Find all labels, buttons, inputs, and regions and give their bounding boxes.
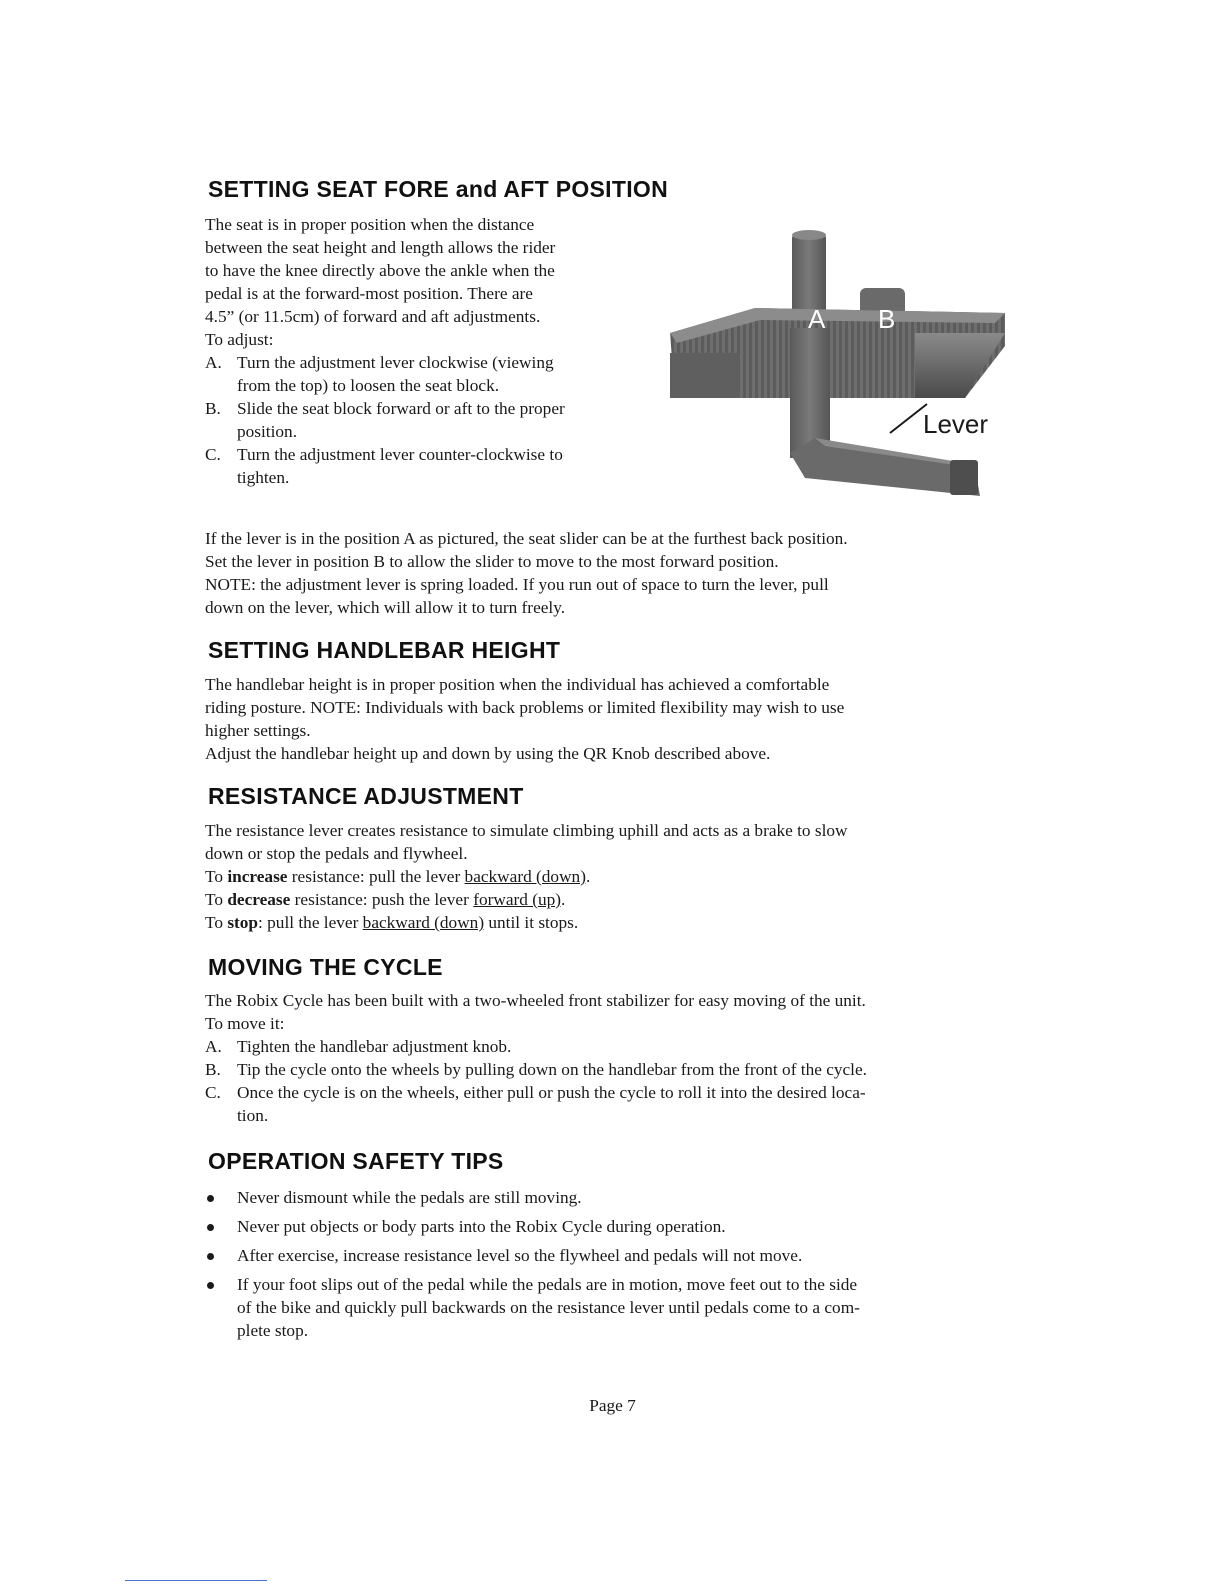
- step-line: Once the cycle is on the wheels, either pull or push the cycle to roll it into the desired loca-: [237, 1083, 866, 1102]
- stop-line: [205, 911, 848, 934]
- tip-line: of the bike and quickly pull backwards on the resistance lever until pedals come to a com-: [237, 1298, 860, 1317]
- increase-line: [205, 865, 848, 888]
- figure-label-a: A: [808, 304, 826, 334]
- seat-step-c: [205, 443, 565, 489]
- decrease-mid: resistance: push the lever: [290, 890, 474, 909]
- figure-label-lever: Lever: [923, 409, 989, 439]
- step-label: C.: [205, 445, 221, 464]
- step-line: from the top) to loosen the seat block.: [237, 376, 500, 395]
- bullet-icon: [207, 1282, 214, 1289]
- step-line: Turn the adjustment lever clockwise (viewing: [237, 353, 554, 372]
- stop-word: stop: [227, 913, 259, 932]
- seat-intro-line: To adjust:: [205, 330, 274, 349]
- moving-step-c: [205, 1081, 867, 1127]
- seat-intro-line: to have the knee directly above the ankle when the: [205, 261, 555, 280]
- step-label: A.: [205, 1037, 222, 1056]
- resistance-line: down or stop the pedals and flywheel.: [205, 844, 468, 863]
- bullet-icon: [207, 1253, 214, 1260]
- decrease-direction: forward (up): [473, 890, 561, 909]
- increase-mid: resistance: pull the lever: [287, 867, 465, 886]
- moving-line: The Robix Cycle has been built with a two-wheeled front stabilizer for easy moving of the unit.: [205, 991, 866, 1010]
- safety-tip: [205, 1244, 860, 1267]
- tip-line: Never put objects or body parts into the Robix Cycle during operation.: [237, 1217, 726, 1236]
- increase-direction: backward (down): [464, 867, 586, 886]
- stop-mid: : pull the lever: [258, 913, 363, 932]
- step-line: Turn the adjustment lever counter-clockwise to: [237, 445, 563, 464]
- handlebar-line: Adjust the handlebar height up and down by using the QR Knob described above.: [205, 744, 771, 763]
- seat-intro: [205, 213, 565, 489]
- moving-heading: MOVING THE CYCLE: [208, 954, 443, 980]
- seat-intro-line: 4.5” (or 11.5cm) of forward and aft adjustments.: [205, 307, 541, 326]
- safety-tips: [205, 1186, 860, 1348]
- moving-step-a: [205, 1035, 867, 1058]
- safety-heading: OPERATION SAFETY TIPS: [208, 1148, 504, 1174]
- step-line: tion.: [237, 1106, 269, 1125]
- seat-after-line: Set the lever in position B to allow the slider to move to the most forward position.: [205, 552, 779, 571]
- increase-end: .: [585, 867, 591, 886]
- seat-intro-line: between the seat height and length allows the rider: [205, 238, 556, 257]
- resistance-heading: RESISTANCE ADJUSTMENT: [208, 783, 524, 809]
- seat-step-a: [205, 351, 565, 397]
- increase-word: increase: [227, 867, 288, 886]
- stop-direction: backward (down): [362, 913, 485, 932]
- page-number: Page 7: [589, 1396, 636, 1415]
- tip-line: plete stop.: [237, 1321, 309, 1340]
- handlebar-heading: SETTING HANDLEBAR HEIGHT: [208, 637, 561, 663]
- seat-intro-line: pedal is at the forward-most position. There are: [205, 284, 533, 303]
- safety-tip: [205, 1215, 860, 1238]
- seat-intro-line: The seat is in proper position when the distance: [205, 215, 535, 234]
- seat-after: [205, 527, 848, 619]
- footer-rule: [125, 1580, 267, 1581]
- handlebar-line: riding posture. NOTE: Individuals with back problems or limited flexibility may wish to use: [205, 698, 845, 717]
- seat-block-figure: [665, 228, 1025, 503]
- step-line: tighten.: [237, 468, 290, 487]
- step-label: A.: [205, 353, 222, 372]
- handlebar-line: higher settings.: [205, 721, 311, 740]
- safety-tip: [205, 1273, 860, 1342]
- step-line: Tighten the handlebar adjustment knob.: [237, 1037, 512, 1056]
- handlebar-line: The handlebar height is in proper position when the individual has achieved a comfortable: [205, 675, 830, 694]
- resistance-line: The resistance lever creates resistance to simulate climbing uphill and acts as a brake to slow: [205, 821, 848, 840]
- moving-step-b: [205, 1058, 867, 1081]
- seat-after-line: If the lever is in the position A as pictured, the seat slider can be at the furthest back position.: [205, 529, 848, 548]
- moving-text: [205, 989, 867, 1127]
- seat-after-line: down on the lever, which will allow it to turn freely.: [205, 598, 566, 617]
- bullet-icon: [207, 1224, 214, 1231]
- tip-line: If your foot slips out of the pedal while the pedals are in motion, move feet out to the side: [237, 1275, 858, 1294]
- to-word: To: [205, 913, 228, 932]
- step-label: C.: [205, 1083, 221, 1102]
- handlebar-text: [205, 673, 844, 765]
- figure-label-b: B: [878, 304, 896, 334]
- tip-line: After exercise, increase resistance level so the flywheel and pedals will not move.: [237, 1246, 803, 1265]
- decrease-word: decrease: [227, 890, 291, 909]
- resistance-text: [205, 819, 848, 934]
- step-line: Slide the seat block forward or aft to the proper: [237, 399, 565, 418]
- moving-line: To move it:: [205, 1014, 285, 1033]
- step-label: B.: [205, 1060, 221, 1079]
- seat-step-b: [205, 397, 565, 443]
- seat-after-line: NOTE: the adjustment lever is spring loaded. If you run out of space to turn the lever, pull: [205, 575, 829, 594]
- step-line: position.: [237, 422, 298, 441]
- decrease-end: .: [561, 890, 566, 909]
- safety-tip: [205, 1186, 860, 1209]
- decrease-line: [205, 888, 848, 911]
- to-word: To: [205, 867, 228, 886]
- seat-heading: SETTING SEAT FORE and AFT POSITION: [208, 176, 668, 202]
- seat-block-illustration: [665, 228, 1025, 503]
- bullet-icon: [207, 1195, 214, 1202]
- tip-line: Never dismount while the pedals are still moving.: [237, 1188, 582, 1207]
- step-line: Tip the cycle onto the wheels by pulling down on the handlebar from the front of the cycle.: [237, 1060, 867, 1079]
- step-label: B.: [205, 399, 221, 418]
- to-word: To: [205, 890, 228, 909]
- stop-end: until it stops.: [484, 913, 579, 932]
